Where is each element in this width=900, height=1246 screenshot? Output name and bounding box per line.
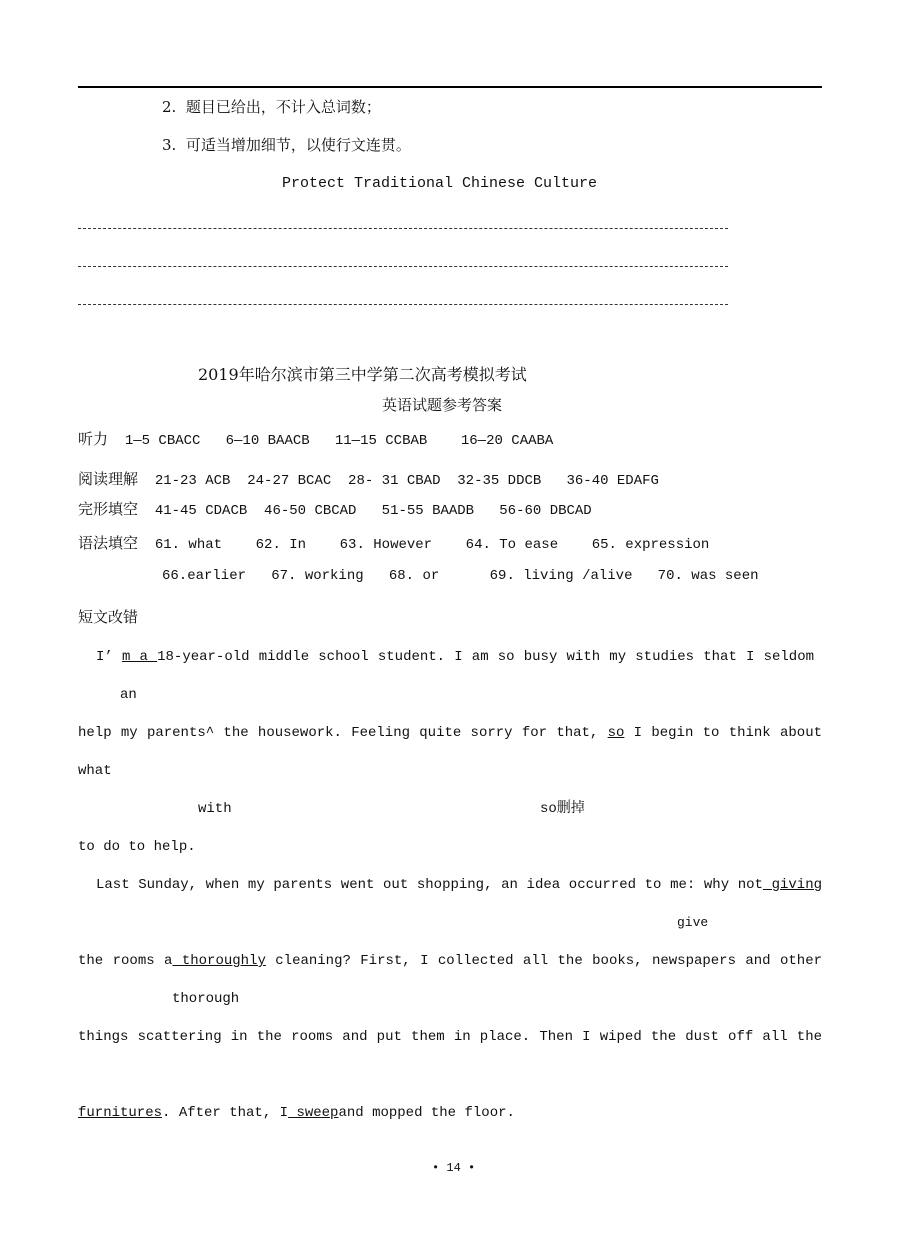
correction-line [96, 876, 822, 894]
text: the rooms a [78, 953, 173, 969]
listening-row [78, 430, 553, 450]
page-number: • 14 • [432, 1161, 476, 1175]
writing-line [78, 228, 728, 229]
text: Last Sunday, when my parents went out shopping, an idea occurred to me: why not [96, 877, 763, 893]
instruction-3: 3. 可适当增加细节，以使行文连贯。 [162, 136, 411, 154]
section-label: 听力 [78, 430, 109, 448]
correction-note: an [120, 687, 137, 703]
answers: 1—5 CBACC 6—10 BAACB 11—15 CCBAB 16—20 CAABA [124, 433, 554, 449]
grammar-row-2: 66.earlier 67. working 68. or 69. living /alive 70. was seen [162, 568, 759, 584]
correction-note: with [198, 801, 232, 817]
text: cleaning? First, I collected all the books, newspapers and other [265, 953, 822, 969]
correction-line: what [78, 763, 112, 779]
correction-line: things scattering in the rooms and put them in place. Then I wiped the dust off all the [78, 1029, 822, 1045]
answer-subtitle: 英语试题参考答案 [382, 396, 503, 414]
correction-label: 短文改错 [78, 608, 139, 626]
writing-line [78, 304, 728, 305]
correction-line [96, 648, 814, 666]
section-label: 阅读理解 [78, 470, 139, 488]
text: . After that, I [162, 1105, 289, 1121]
correction-line: to do to help. [78, 839, 196, 855]
error-mark: furnitures [78, 1105, 163, 1121]
text: I begin to think about [624, 725, 822, 741]
cloze-row [78, 500, 592, 520]
writing-line [78, 266, 728, 267]
instruction-2: 2. 题目已给出，不计入总词数； [162, 98, 381, 116]
text: 18-year-old middle school student. I am so busy with my studies that I seldom [157, 649, 814, 665]
correction-line [78, 1104, 515, 1122]
correction-line [78, 724, 822, 742]
text: and mopped the floor. [338, 1105, 515, 1121]
correction-note: thorough [172, 991, 240, 1007]
correction-note: so删掉 [540, 801, 585, 817]
reading-row [78, 470, 659, 490]
section-label: 语法填空 [78, 534, 139, 552]
error-mark: m a [121, 649, 158, 665]
answers: 61. what 62. In 63. However 64. To ease 65. expression [154, 537, 710, 553]
error-mark: giving [762, 877, 822, 893]
error-mark: so [607, 725, 625, 741]
grammar-row [78, 534, 709, 554]
text: I’ [96, 649, 122, 665]
text: help my parents^ the housework. Feeling quite sorry for that, [78, 725, 608, 741]
header-rule [78, 86, 822, 88]
error-mark: thoroughly [172, 953, 266, 969]
correction-line [78, 952, 822, 970]
answer-title: 2019年哈尔滨市第三中学第二次高考模拟考试 [198, 365, 527, 384]
correction-note: give [677, 915, 709, 930]
section-label: 完形填空 [78, 500, 139, 518]
answers: 41-45 CDACB 46-50 CBCAD 51-55 BAADB 56-60 DBCAD [154, 503, 592, 519]
answers: 21-23 ACB 24-27 BCAC 28- 31 CBAD 32-35 DDCB 36-40 EDAFG [154, 473, 659, 489]
essay-title: Protect Traditional Chinese Culture [282, 175, 598, 192]
error-mark: sweep [288, 1105, 339, 1121]
